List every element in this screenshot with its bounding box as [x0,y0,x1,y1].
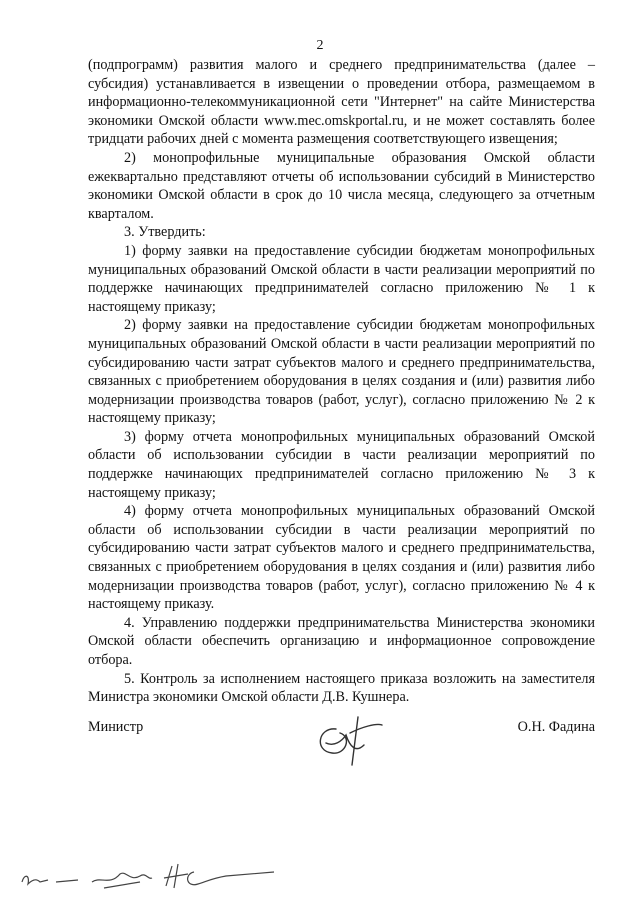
paragraph: 3. Утвердить: [124,224,206,241]
paragraph: 5. Контроль за исполнением настоящего приказа возложить на заместителя Министра экономики Омской области Д.В. Кушнера. [88,670,595,706]
signature-block [88,715,595,775]
paragraph: 2) монопрофильные муниципальные образования Омской области ежеквартально представляют отчеты об использовании субсидий в Министерство экономики Омской области в срок до 10 числа месяца, следующего за отчетным кварталом. [88,149,595,222]
paragraph: (подпрограмм) развития малого и среднего предпринимательства (далее – субсидия) устанавливается в извещении о проведении отбора, размещаемом в информационно-телекоммуникационной сети "Интернет" на сайте Министерства экономики Омской области www.mec.omskportal.ru, и не может составлять более тридцати рабочих дней с момента размещения соответствующего извещения; [88,57,595,148]
handwritten-signature [306,707,386,767]
paragraph: 4) форму отчета монопрофильных муниципальных образований Омской области об использовании субсидии в части реализации мероприятий по субсидированию части затрат субъектов малого и среднего предпринимательства, связанных с приобретением оборудования в целях создания и (или) развития либо модернизации производства товаров (работ, услуг), согласно приложению № 4 к настоящему приказу. [88,503,595,613]
signer-name: О.Н. Фадина [517,719,595,735]
signer-title: Министр [88,719,144,735]
document-body [88,56,595,707]
paragraph: 4. Управлению поддержки предпринимательства Министерства экономики Омской области обеспечить организацию и информационное сопровождение отбора. [88,614,595,668]
approval-visas [0,852,300,902]
paragraph: 1) форму заявки на предоставление субсидии бюджетам монопрофильных муниципальных образований Омской области в части реализации мероприятий по поддержке начинающих предпринимателей согласно приложению № 1 к настоящему приказу; [88,242,595,315]
paragraph: 2) форму заявки на предоставление субсидии бюджетам монопрофильных муниципальных образований Омской области в части реализации мероприятий по субсидированию части затрат субъектов малого и среднего предпринимательства, связанных с приобретением оборудования в целях создания и (или) развития либо модернизации производства товаров (работ, услуг), согласно приложению № 2 к настоящему приказу; [88,317,595,427]
paragraph: 3) форму отчета монопрофильных муниципальных образований Омской области об использовании субсидии в части реализации мероприятий по поддержке начинающих предпринимателей согласно приложению № 3 к настоящему приказу; [88,428,595,501]
page-number: 2 [316,38,324,53]
